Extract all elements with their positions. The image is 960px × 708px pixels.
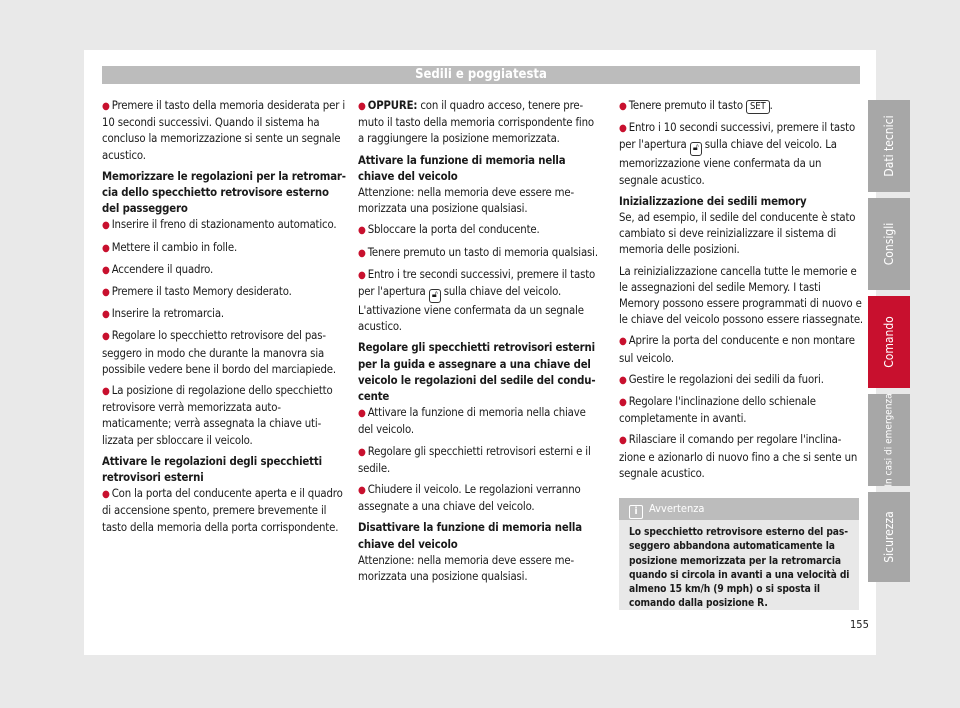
bullet-item: ● Accendere il quadro. bbox=[102, 262, 214, 276]
unlock-key-icon: 🔓︎ bbox=[429, 289, 441, 303]
bullet-item: ● Premere il tasto della memoria desiderata per i 10 secondi successivi. Quando il sistema ha concluso la memorizzazione si sente un segnale acustico. bbox=[102, 99, 345, 162]
column-2 bbox=[358, 98, 602, 590]
bullet-item: ● Regolare l'inclinazione dello schienale completamente in avanti. bbox=[619, 395, 816, 426]
info-icon: i bbox=[629, 505, 643, 519]
bullet-item: ● Gestire le regolazioni dei sedili da fuori. bbox=[619, 372, 824, 386]
bullet-item: ● Premere il tasto Memory desiderato. bbox=[102, 285, 292, 299]
warning-header bbox=[619, 498, 859, 520]
warning-box bbox=[619, 498, 859, 610]
section-title: Sedili e poggiatesta bbox=[415, 67, 547, 82]
set-key-label: SET bbox=[746, 100, 770, 114]
bullet-item: ● Mettere il cambio in folle. bbox=[102, 240, 238, 254]
subheading: Regolare gli specchietti retrovisori esterni per la guida e assegnare a una chiave del veicolo le regolazioni del sedile del conducente bbox=[358, 341, 596, 404]
tab-emergenza[interactable]: In casi di emergenza bbox=[868, 394, 910, 486]
bullet-item: ● La posizione di regolazione dello specchietto retrovisore verrà memorizzata automaticamente; verrà assegnata la chiave utilizzata per sbloccare il veicolo. bbox=[102, 384, 333, 447]
paragraph: Attenzione: nella memoria deve essere memorizzata una posizione qualsiasi. bbox=[358, 186, 575, 216]
page-number: 155 bbox=[850, 618, 869, 631]
subheading: Disattivare la funzione di memoria nella chiave del veicolo bbox=[358, 521, 582, 551]
tab-sicurezza[interactable]: Sicurezza bbox=[868, 492, 910, 582]
bullet-item: ● Sbloccare la porta del conducente. bbox=[358, 223, 540, 237]
bullet-item: ● OPPURE: con il quadro acceso, tenere premuto il tasto della memoria corrispondente fino a raggiungere la posizione memorizzata. bbox=[358, 99, 594, 146]
bullet-item: ● Rilasciare il comando per regolare l'inclinazione e azionarlo di nuovo fino a che si sente un segnale acustico. bbox=[619, 433, 858, 480]
tab-dati-tecnici[interactable]: Dati tecnici bbox=[868, 100, 910, 192]
bullet-item: ● Regolare gli specchietti retrovisori esterni e il sedile. bbox=[358, 444, 591, 475]
paragraph: Se, ad esempio, il sedile del conducente è stato cambiato si deve reinizializzare il sistema di memoria delle posizioni. bbox=[619, 211, 856, 257]
tab-consigli[interactable]: Consigli bbox=[868, 198, 910, 290]
subheading: Inizializzazione dei sedili memory bbox=[619, 194, 807, 208]
bullet-item: ● Regolare lo specchietto retrovisore del passeggero in modo che durante la manovra sia possibile vedere bene il bordo del marciapiede. bbox=[102, 329, 336, 376]
bullet-item: ● Inserire il freno di stazionamento automatico. bbox=[102, 218, 337, 232]
warning-title: Avvertenza bbox=[649, 502, 705, 515]
bullet-item: ● Attivare la funzione di memoria nella chiave del veicolo. bbox=[358, 406, 586, 437]
column-3 bbox=[619, 98, 863, 487]
tab-comando[interactable]: Comando bbox=[868, 296, 910, 388]
column-1 bbox=[102, 98, 346, 541]
bullet-item: ● Entro i tre secondi successivi, premere il tasto per l'apertura 🔓︎ sulla chiave del veicolo. L'attivazione viene confermata da un segnale acustico. bbox=[358, 267, 596, 334]
warning-text: Lo specchietto retrovisore esterno del passeggero abbandona automaticamente la posizione memorizzata per la retromarcia quando si circola in avanti a una velocità di almeno 15 km/h (9 mph) o si sposta il comando dalla posizione R. bbox=[629, 527, 850, 610]
bullet-item: ● Aprire la porta del conducente e non montare sul veicolo. bbox=[619, 334, 855, 365]
section-header bbox=[102, 66, 860, 84]
unlock-key-icon: 🔓︎ bbox=[690, 142, 702, 156]
bullet-item: ● Entro i 10 secondi successivi, premere il tasto per l'apertura 🔓︎ sulla chiave del veicolo. La memorizzazione viene confermata da un segnale acustico. bbox=[619, 121, 856, 187]
bullet-item: ● Tenere premuto un tasto di memoria qualsiasi. bbox=[358, 245, 598, 259]
bullet-item: ● Inserire la retromarcia. bbox=[102, 307, 225, 321]
bullet-item: ● Chiudere il veicolo. Le regolazioni verranno assegnate a una chiave del veicolo. bbox=[358, 483, 581, 514]
subheading: Attivare la funzione di memoria nella chiave del veicolo bbox=[358, 153, 566, 183]
paragraph: La reinizializzazione cancella tutte le memorie e le assegnazioni del sedile Memory. I tasti Memory possono essere programmati di nuovo e le chiave del veicolo possono essere riassegnate. bbox=[619, 264, 863, 327]
subheading: Memorizzare le regolazioni per la retromarcia dello specchietto retrovisore esterno del passeggero bbox=[102, 169, 347, 216]
bullet-item: ● Con la porta del conducente aperta e il quadro di accensione spento, premere brevemente il tasto della memoria della porta corrispondente. bbox=[102, 487, 343, 534]
bullet-item: ● Tenere premuto il tasto SET . bbox=[619, 99, 773, 112]
subheading: Attivare le regolazioni degli specchietti retrovisori esterni bbox=[102, 454, 322, 485]
paragraph: Attenzione: nella memoria deve essere memorizzata una posizione qualsiasi. bbox=[358, 553, 575, 584]
